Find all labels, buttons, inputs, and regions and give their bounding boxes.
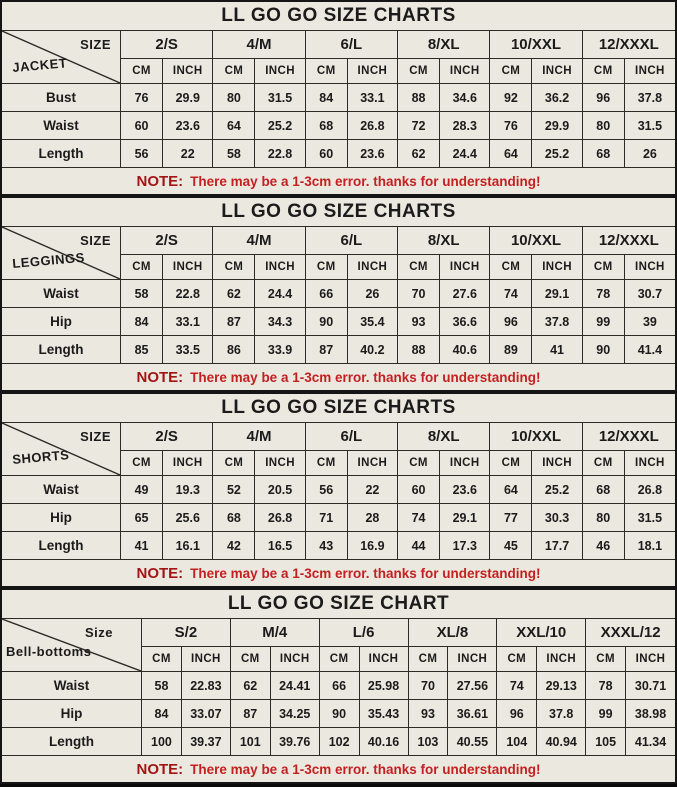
corner-category-label: JACKET (11, 55, 68, 75)
cell-inch: 33.1 (163, 308, 213, 336)
cell-inch: 41 (532, 336, 582, 364)
size-column-header: 4/M (213, 227, 305, 255)
size-column-header: 12/XXXL (583, 423, 675, 451)
cell-inch: 40.2 (348, 336, 398, 364)
cell-cm: 96 (490, 308, 532, 336)
corner-category-label: Bell-bottoms (6, 644, 92, 659)
size-category-corner (2, 227, 121, 280)
cell-inch: 26.8 (625, 476, 675, 504)
size-column-header: 2/S (121, 31, 213, 59)
row-label: Hip (2, 700, 142, 728)
size-column-header: L/6 (320, 619, 409, 647)
cell-inch: 20.5 (255, 476, 305, 504)
note (2, 168, 675, 194)
cell-inch: 35.43 (360, 700, 409, 728)
chart-title: LL GO GO SIZE CHARTS (2, 394, 675, 423)
cell-inch: 26 (625, 140, 675, 168)
cell-cm: 100 (142, 728, 182, 756)
cell-cm: 92 (490, 84, 532, 112)
cell-cm: 71 (306, 504, 348, 532)
corner-size-label: SIZE (80, 37, 111, 52)
cell-cm: 88 (398, 84, 440, 112)
cell-inch: 22 (163, 140, 213, 168)
cell-cm: 45 (490, 532, 532, 560)
cell-inch: 26.8 (255, 504, 305, 532)
cell-inch: 23.6 (163, 112, 213, 140)
cell-cm: 77 (490, 504, 532, 532)
cell-inch: 19.3 (163, 476, 213, 504)
cell-inch: 29.9 (163, 84, 213, 112)
unit-header-cm: CM (490, 255, 532, 280)
cell-inch: 29.1 (440, 504, 490, 532)
size-column-header: 8/XL (398, 423, 490, 451)
size-column-header: 2/S (121, 227, 213, 255)
cell-cm: 41 (121, 532, 163, 560)
cell-inch: 17.7 (532, 532, 582, 560)
cell-cm: 87 (306, 336, 348, 364)
unit-header-cm: CM (398, 255, 440, 280)
note (2, 560, 675, 586)
size-column-header: 4/M (213, 423, 305, 451)
chart-title: LL GO GO SIZE CHART (2, 590, 675, 619)
unit-header-inch: INCH (440, 255, 490, 280)
unit-header-cm: CM (497, 647, 537, 672)
note-label: NOTE: (136, 564, 184, 582)
note-label: NOTE: (136, 368, 184, 386)
cell-inch: 38.98 (626, 700, 675, 728)
cell-cm: 70 (409, 672, 449, 700)
unit-header-cm: CM (121, 255, 163, 280)
note-label: NOTE: (136, 760, 184, 778)
size-column-header: 6/L (306, 31, 398, 59)
cell-inch: 23.6 (440, 476, 490, 504)
note-text: There may be a 1-3cm error. thanks for understanding! (190, 369, 541, 385)
cell-inch: 30.3 (532, 504, 582, 532)
cell-inch: 41.34 (626, 728, 675, 756)
cell-inch: 16.9 (348, 532, 398, 560)
cell-cm: 99 (583, 308, 625, 336)
cell-cm: 68 (583, 476, 625, 504)
size-column-header: XXL/10 (497, 619, 586, 647)
unit-header-inch: INCH (163, 59, 213, 84)
cell-inch: 28 (348, 504, 398, 532)
size-chart-leggings (0, 196, 677, 392)
size-column-header: 8/XL (398, 227, 490, 255)
unit-header-cm: CM (320, 647, 360, 672)
unit-header-cm: CM (213, 255, 255, 280)
cell-inch: 33.1 (348, 84, 398, 112)
cell-inch: 28.3 (440, 112, 490, 140)
cell-inch: 40.55 (448, 728, 497, 756)
cell-inch: 34.6 (440, 84, 490, 112)
size-column-header: 8/XL (398, 31, 490, 59)
cell-cm: 87 (231, 700, 271, 728)
cell-cm: 76 (490, 112, 532, 140)
cell-cm: 85 (121, 336, 163, 364)
cell-cm: 76 (121, 84, 163, 112)
cell-inch: 36.6 (440, 308, 490, 336)
row-label: Waist (2, 112, 121, 140)
unit-header-cm: CM (586, 647, 626, 672)
cell-cm: 78 (583, 280, 625, 308)
size-chart-bell-bottoms (0, 588, 677, 784)
size-column-header: 2/S (121, 423, 213, 451)
cell-cm: 66 (320, 672, 360, 700)
unit-header-cm: CM (398, 451, 440, 476)
unit-header-inch: INCH (163, 451, 213, 476)
unit-header-cm: CM (490, 59, 532, 84)
cell-cm: 64 (490, 476, 532, 504)
cell-inch: 33.5 (163, 336, 213, 364)
cell-inch: 25.2 (532, 140, 582, 168)
cell-inch: 27.56 (448, 672, 497, 700)
cell-cm: 74 (497, 672, 537, 700)
unit-header-inch: INCH (163, 255, 213, 280)
cell-cm: 62 (213, 280, 255, 308)
cell-inch: 26 (348, 280, 398, 308)
cell-cm: 86 (213, 336, 255, 364)
cell-inch: 30.71 (626, 672, 675, 700)
cell-cm: 68 (213, 504, 255, 532)
corner-size-label: Size (84, 625, 113, 640)
cell-cm: 74 (398, 504, 440, 532)
cell-cm: 68 (583, 140, 625, 168)
unit-header-cm: CM (121, 451, 163, 476)
cell-inch: 24.41 (271, 672, 320, 700)
cell-inch: 25.98 (360, 672, 409, 700)
cell-cm: 105 (586, 728, 626, 756)
unit-header-inch: INCH (532, 59, 582, 84)
cell-cm: 56 (121, 140, 163, 168)
unit-header-inch: INCH (440, 451, 490, 476)
cell-inch: 22.83 (182, 672, 231, 700)
size-column-header: XL/8 (409, 619, 498, 647)
cell-cm: 80 (583, 504, 625, 532)
size-category-corner (2, 31, 121, 84)
cell-inch: 40.6 (440, 336, 490, 364)
cell-cm: 64 (490, 140, 532, 168)
cell-cm: 80 (213, 84, 255, 112)
cell-cm: 89 (490, 336, 532, 364)
unit-header-inch: INCH (625, 255, 675, 280)
cell-inch: 25.2 (532, 476, 582, 504)
unit-header-inch: INCH (271, 647, 320, 672)
unit-header-cm: CM (213, 451, 255, 476)
cell-cm: 44 (398, 532, 440, 560)
row-label: Length (2, 728, 142, 756)
row-label: Length (2, 532, 121, 560)
cell-cm: 46 (583, 532, 625, 560)
cell-cm: 43 (306, 532, 348, 560)
row-label: Waist (2, 280, 121, 308)
unit-header-cm: CM (306, 59, 348, 84)
cell-inch: 16.1 (163, 532, 213, 560)
cell-cm: 84 (121, 308, 163, 336)
unit-header-cm: CM (121, 59, 163, 84)
size-chart-jacket (0, 0, 677, 196)
cell-cm: 93 (409, 700, 449, 728)
cell-inch: 37.8 (532, 308, 582, 336)
row-label: Length (2, 140, 121, 168)
corner-size-label: SIZE (80, 429, 111, 444)
size-category-corner (2, 619, 142, 672)
cell-cm: 52 (213, 476, 255, 504)
size-category-corner (2, 423, 121, 476)
unit-header-inch: INCH (360, 647, 409, 672)
cell-inch: 27.6 (440, 280, 490, 308)
cell-inch: 18.1 (625, 532, 675, 560)
cell-cm: 96 (583, 84, 625, 112)
cell-cm: 78 (586, 672, 626, 700)
unit-header-inch: INCH (348, 255, 398, 280)
cell-cm: 58 (142, 672, 182, 700)
corner-size-label: SIZE (80, 233, 111, 248)
cell-inch: 35.4 (348, 308, 398, 336)
note (2, 364, 675, 390)
unit-header-inch: INCH (532, 255, 582, 280)
cell-inch: 34.25 (271, 700, 320, 728)
cell-inch: 34.3 (255, 308, 305, 336)
cell-inch: 23.6 (348, 140, 398, 168)
unit-header-cm: CM (142, 647, 182, 672)
unit-header-inch: INCH (537, 647, 586, 672)
note-text: There may be a 1-3cm error. thanks for understanding! (190, 565, 541, 581)
note-text: There may be a 1-3cm error. thanks for understanding! (190, 173, 541, 189)
cell-cm: 88 (398, 336, 440, 364)
unit-header-inch: INCH (255, 59, 305, 84)
cell-inch: 31.5 (255, 84, 305, 112)
cell-cm: 56 (306, 476, 348, 504)
row-label: Hip (2, 308, 121, 336)
cell-inch: 29.9 (532, 112, 582, 140)
cell-cm: 70 (398, 280, 440, 308)
unit-header-cm: CM (583, 255, 625, 280)
cell-inch: 36.2 (532, 84, 582, 112)
cell-cm: 68 (306, 112, 348, 140)
unit-header-inch: INCH (440, 59, 490, 84)
size-column-header: 6/L (306, 423, 398, 451)
row-label: Length (2, 336, 121, 364)
unit-header-cm: CM (583, 59, 625, 84)
unit-header-cm: CM (409, 647, 449, 672)
cell-inch: 16.5 (255, 532, 305, 560)
unit-header-inch: INCH (532, 451, 582, 476)
cell-inch: 41.4 (625, 336, 675, 364)
cell-cm: 80 (583, 112, 625, 140)
cell-cm: 60 (398, 476, 440, 504)
cell-inch: 24.4 (255, 280, 305, 308)
unit-header-cm: CM (306, 255, 348, 280)
size-column-header: 10/XXL (490, 31, 582, 59)
size-column-header: 12/XXXL (583, 31, 675, 59)
cell-cm: 90 (320, 700, 360, 728)
cell-cm: 87 (213, 308, 255, 336)
cell-cm: 60 (121, 112, 163, 140)
cell-inch: 31.5 (625, 112, 675, 140)
cell-cm: 66 (306, 280, 348, 308)
cell-inch: 33.9 (255, 336, 305, 364)
cell-cm: 90 (583, 336, 625, 364)
size-column-header: 6/L (306, 227, 398, 255)
cell-inch: 25.2 (255, 112, 305, 140)
corner-category-label: LEGGINGS (11, 249, 86, 271)
cell-cm: 103 (409, 728, 449, 756)
unit-header-cm: CM (231, 647, 271, 672)
cell-cm: 104 (497, 728, 537, 756)
size-column-header: S/2 (142, 619, 231, 647)
cell-inch: 31.5 (625, 504, 675, 532)
cell-inch: 29.1 (532, 280, 582, 308)
cell-cm: 90 (306, 308, 348, 336)
cell-cm: 62 (231, 672, 271, 700)
cell-inch: 40.16 (360, 728, 409, 756)
cell-cm: 65 (121, 504, 163, 532)
cell-cm: 99 (586, 700, 626, 728)
cell-cm: 62 (398, 140, 440, 168)
unit-header-cm: CM (583, 451, 625, 476)
unit-header-cm: CM (398, 59, 440, 84)
cell-cm: 74 (490, 280, 532, 308)
unit-header-inch: INCH (348, 451, 398, 476)
cell-cm: 42 (213, 532, 255, 560)
cell-cm: 49 (121, 476, 163, 504)
unit-header-inch: INCH (348, 59, 398, 84)
cell-inch: 36.61 (448, 700, 497, 728)
cell-inch: 25.6 (163, 504, 213, 532)
size-column-header: 12/XXXL (583, 227, 675, 255)
cell-inch: 39.37 (182, 728, 231, 756)
unit-header-inch: INCH (625, 451, 675, 476)
cell-cm: 96 (497, 700, 537, 728)
size-column-header: 10/XXL (490, 423, 582, 451)
cell-cm: 101 (231, 728, 271, 756)
cell-inch: 29.13 (537, 672, 586, 700)
cell-cm: 102 (320, 728, 360, 756)
cell-inch: 40.94 (537, 728, 586, 756)
unit-header-cm: CM (213, 59, 255, 84)
cell-inch: 30.7 (625, 280, 675, 308)
note-text: There may be a 1-3cm error. thanks for understanding! (190, 761, 541, 777)
cell-inch: 37.8 (625, 84, 675, 112)
unit-header-inch: INCH (448, 647, 497, 672)
chart-title: LL GO GO SIZE CHARTS (2, 198, 675, 227)
cell-inch: 33.07 (182, 700, 231, 728)
unit-header-inch: INCH (255, 255, 305, 280)
cell-inch: 37.8 (537, 700, 586, 728)
cell-cm: 58 (121, 280, 163, 308)
unit-header-cm: CM (306, 451, 348, 476)
row-label: Hip (2, 504, 121, 532)
cell-cm: 93 (398, 308, 440, 336)
row-label: Bust (2, 84, 121, 112)
cell-cm: 72 (398, 112, 440, 140)
unit-header-inch: INCH (182, 647, 231, 672)
note-label: NOTE: (136, 172, 184, 190)
unit-header-inch: INCH (255, 451, 305, 476)
size-chart-shorts (0, 392, 677, 588)
size-column-header: 10/XXL (490, 227, 582, 255)
cell-cm: 58 (213, 140, 255, 168)
cell-cm: 84 (306, 84, 348, 112)
note (2, 756, 675, 782)
cell-inch: 17.3 (440, 532, 490, 560)
cell-inch: 26.8 (348, 112, 398, 140)
cell-inch: 22 (348, 476, 398, 504)
cell-inch: 39.76 (271, 728, 320, 756)
cell-inch: 24.4 (440, 140, 490, 168)
cell-inch: 22.8 (163, 280, 213, 308)
chart-title: LL GO GO SIZE CHARTS (2, 2, 675, 31)
cell-cm: 60 (306, 140, 348, 168)
cell-cm: 64 (213, 112, 255, 140)
cell-cm: 84 (142, 700, 182, 728)
cell-inch: 22.8 (255, 140, 305, 168)
row-label: Waist (2, 476, 121, 504)
cell-inch: 39 (625, 308, 675, 336)
unit-header-cm: CM (490, 451, 532, 476)
size-column-header: XXXL/12 (586, 619, 675, 647)
row-label: Waist (2, 672, 142, 700)
unit-header-inch: INCH (626, 647, 675, 672)
size-column-header: 4/M (213, 31, 305, 59)
size-column-header: M/4 (231, 619, 320, 647)
unit-header-inch: INCH (625, 59, 675, 84)
corner-category-label: SHORTS (11, 447, 70, 467)
